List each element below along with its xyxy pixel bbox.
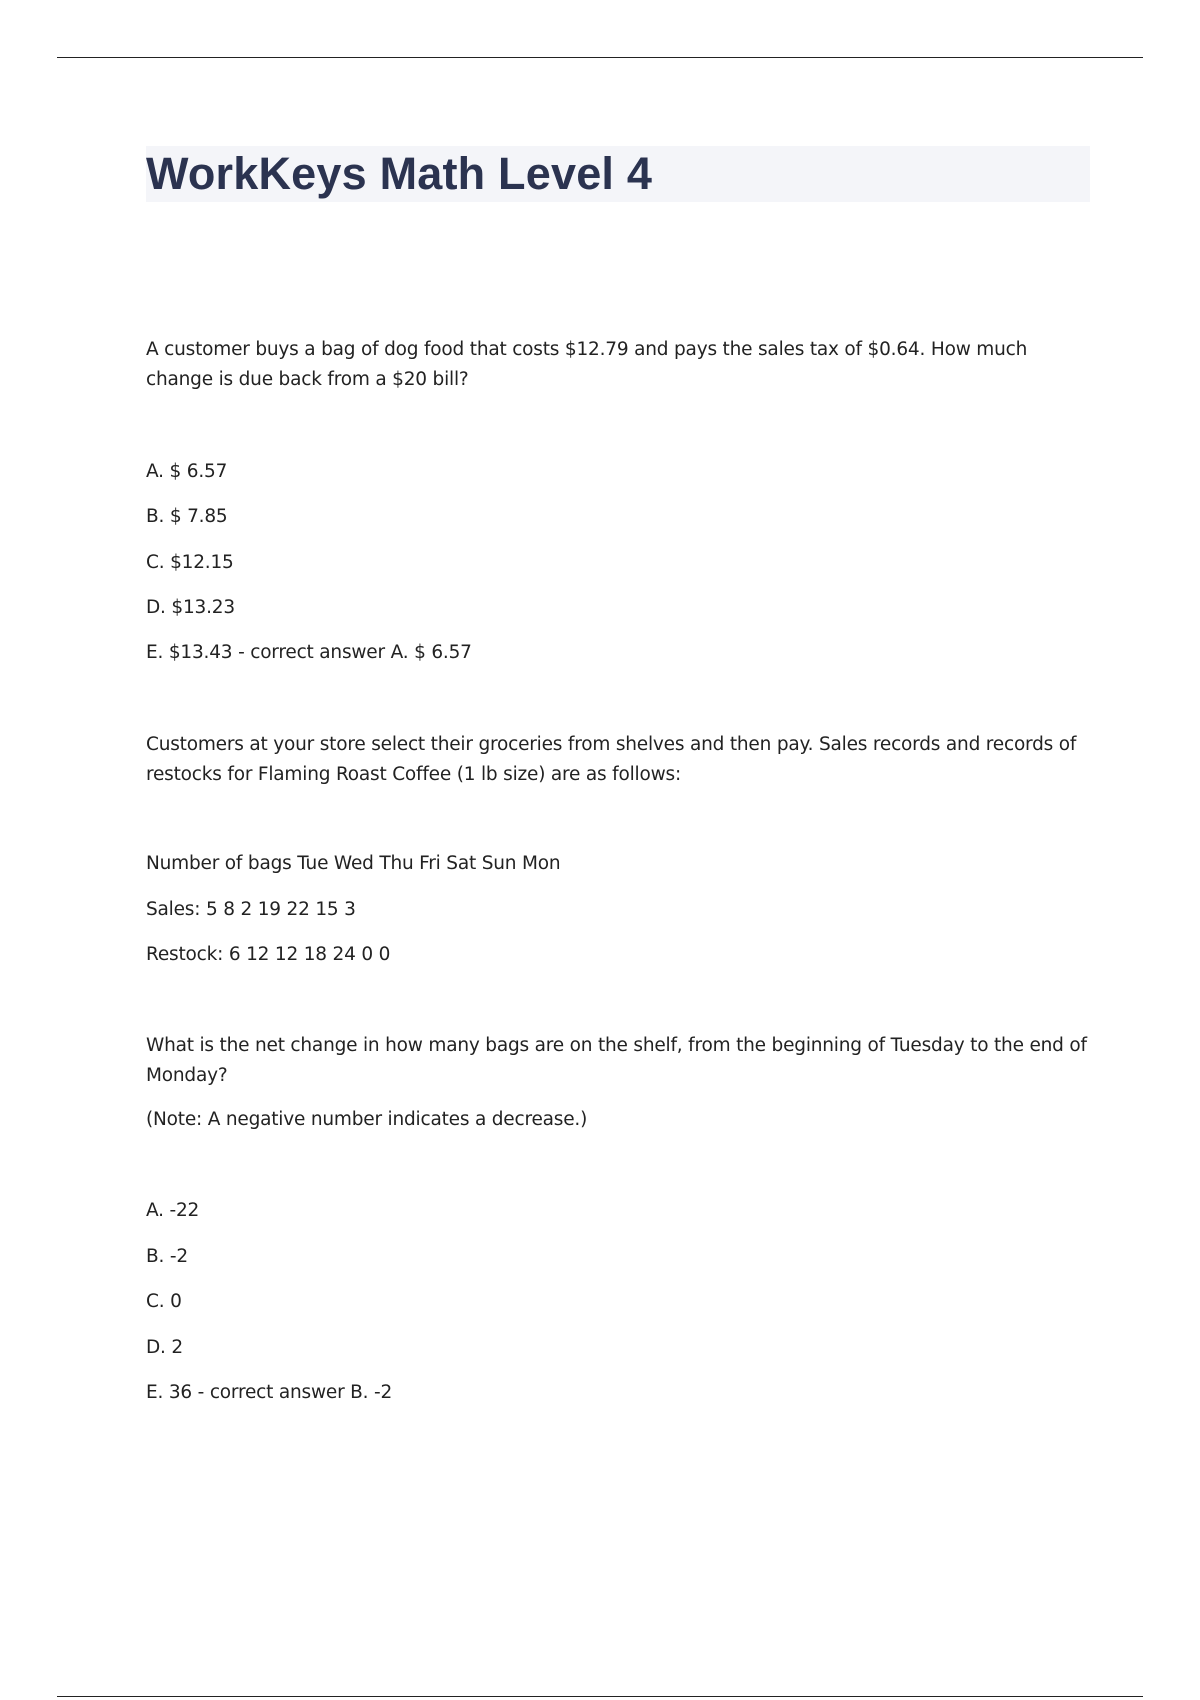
- question1-choice-d: D. $13.23: [146, 597, 235, 618]
- question2-note: (Note: A negative number indicates a decrease.): [146, 1109, 588, 1130]
- question2-choice-c: C. 0: [146, 1291, 182, 1312]
- sales-row: Sales: 5 8 2 19 22 15 3: [146, 899, 356, 920]
- top-divider: [57, 57, 1143, 58]
- page-title: WorkKeys Math Level 4: [146, 148, 653, 199]
- question2-choice-e-answer: E. 36 - correct answer B. -2: [146, 1382, 393, 1403]
- question2-choice-d: D. 2: [146, 1337, 183, 1358]
- question2-prompt: Customers at your store select their groceries from shelves and then pay. Sales records and records of restocks for Flaming Roast Coffee (1 lb size) are as follows:: [146, 734, 1077, 785]
- question1-choice-e-answer: E. $13.43 - correct answer A. $ 6.57: [146, 642, 472, 663]
- bottom-divider: [57, 1696, 1143, 1697]
- restock-row: Restock: 6 12 12 18 24 0 0: [146, 944, 391, 965]
- question1-choice-b: B. $ 7.85: [146, 506, 228, 527]
- question1-prompt: A customer buys a bag of dog food that costs $12.79 and pays the sales tax of $0.64. How much change is due back from a $20 bill?: [146, 339, 1028, 390]
- question2-choice-b: B. -2: [146, 1246, 188, 1267]
- question1-choice-a: A. $ 6.57: [146, 461, 228, 482]
- question2-question: What is the net change in how many bags are on the shelf, from the beginning of Tuesday to the end of Monday?: [146, 1035, 1087, 1086]
- question2-choice-a: A. -22: [146, 1200, 200, 1221]
- question1-choice-c: C. $12.15: [146, 552, 234, 573]
- table-header-row: Number of bags Tue Wed Thu Fri Sat Sun Mon: [146, 853, 561, 874]
